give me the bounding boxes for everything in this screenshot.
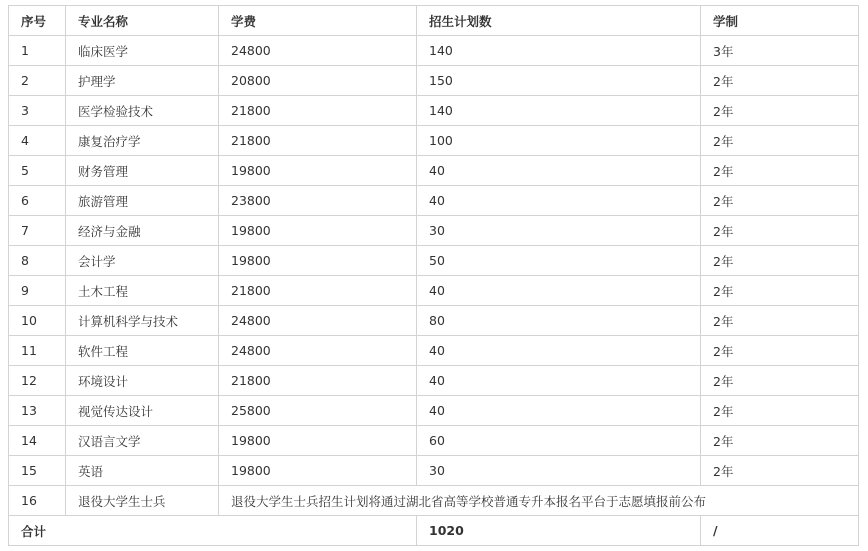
cell-duration: 2年	[701, 396, 859, 426]
cell-no: 11	[9, 336, 66, 366]
cell-major: 会计学	[66, 246, 219, 276]
cell-plan: 60	[417, 426, 701, 456]
header-cell-major: 专业名称	[66, 6, 219, 36]
cell-major: 财务管理	[66, 156, 219, 186]
cell-plan: 40	[417, 186, 701, 216]
cell-plan: 140	[417, 36, 701, 66]
cell-duration: 3年	[701, 36, 859, 66]
cell-no: 5	[9, 156, 66, 186]
cell-tuition: 19800	[219, 426, 417, 456]
enrollment-table	[8, 5, 859, 546]
cell-no: 4	[9, 126, 66, 156]
cell-plan: 40	[417, 366, 701, 396]
table-row	[9, 306, 859, 336]
cell-tuition: 21800	[219, 96, 417, 126]
cell-no: 3	[9, 96, 66, 126]
cell-major: 康复治疗学	[66, 126, 219, 156]
cell-major: 临床医学	[66, 36, 219, 66]
cell-duration: 2年	[701, 366, 859, 396]
table-row	[9, 366, 859, 396]
table-row	[9, 66, 859, 96]
table-row	[9, 336, 859, 366]
cell-plan: 140	[417, 96, 701, 126]
table-row-total	[9, 516, 859, 546]
cell-major: 护理学	[66, 66, 219, 96]
table-row	[9, 216, 859, 246]
cell-no: 10	[9, 306, 66, 336]
cell-major: 汉语言文学	[66, 426, 219, 456]
cell-duration: 2年	[701, 426, 859, 456]
cell-major: 旅游管理	[66, 186, 219, 216]
cell-major: 视觉传达设计	[66, 396, 219, 426]
cell-duration: 2年	[701, 126, 859, 156]
cell-duration: 2年	[701, 456, 859, 486]
cell-tuition: 24800	[219, 36, 417, 66]
cell-duration: 2年	[701, 96, 859, 126]
cell-tuition: 19800	[219, 246, 417, 276]
cell-plan: 100	[417, 126, 701, 156]
cell-no: 13	[9, 396, 66, 426]
cell-duration: 2年	[701, 276, 859, 306]
cell-no: 16	[9, 486, 66, 516]
cell-duration: 2年	[701, 156, 859, 186]
cell-plan: 50	[417, 246, 701, 276]
table-row	[9, 456, 859, 486]
cell-plan: 40	[417, 156, 701, 186]
cell-duration: 2年	[701, 66, 859, 96]
header-row	[9, 6, 859, 36]
cell-tuition: 19800	[219, 456, 417, 486]
cell-no: 6	[9, 186, 66, 216]
cell-tuition: 19800	[219, 156, 417, 186]
table-row	[9, 276, 859, 306]
header-cell-tuition: 学费	[219, 6, 417, 36]
cell-plan: 40	[417, 336, 701, 366]
table-row	[9, 186, 859, 216]
cell-duration: 2年	[701, 186, 859, 216]
header-cell-plan: 招生计划数	[417, 6, 701, 36]
cell-major: 退役大学生士兵	[66, 486, 219, 516]
cell-plan: 40	[417, 396, 701, 426]
cell-major: 英语	[66, 456, 219, 486]
cell-plan: 150	[417, 66, 701, 96]
cell-major: 经济与金融	[66, 216, 219, 246]
cell-no: 1	[9, 36, 66, 66]
cell-duration: 2年	[701, 246, 859, 276]
cell-no: 8	[9, 246, 66, 276]
cell-no: 2	[9, 66, 66, 96]
cell-tuition: 21800	[219, 126, 417, 156]
table-row	[9, 156, 859, 186]
cell-plan: 30	[417, 456, 701, 486]
cell-tuition: 25800	[219, 396, 417, 426]
header-cell-no: 序号	[9, 6, 66, 36]
cell-duration: 2年	[701, 216, 859, 246]
cell-no: 12	[9, 366, 66, 396]
cell-tuition: 19800	[219, 216, 417, 246]
table-row-special	[9, 486, 859, 516]
cell-no: 7	[9, 216, 66, 246]
cell-major: 环境设计	[66, 366, 219, 396]
table-row	[9, 36, 859, 66]
cell-tuition: 24800	[219, 306, 417, 336]
table-row	[9, 426, 859, 456]
cell-major: 土木工程	[66, 276, 219, 306]
cell-major: 计算机科学与技术	[66, 306, 219, 336]
cell-tuition: 23800	[219, 186, 417, 216]
cell-major: 软件工程	[66, 336, 219, 366]
cell-total-duration: /	[701, 516, 859, 546]
cell-duration: 2年	[701, 336, 859, 366]
cell-plan: 40	[417, 276, 701, 306]
cell-plan: 80	[417, 306, 701, 336]
table-row	[9, 246, 859, 276]
enrollment-table-container	[8, 5, 859, 546]
cell-no: 15	[9, 456, 66, 486]
cell-total-plan: 1020	[417, 516, 701, 546]
cell-duration: 2年	[701, 306, 859, 336]
cell-tuition: 24800	[219, 336, 417, 366]
table-row	[9, 96, 859, 126]
table-row	[9, 396, 859, 426]
cell-plan: 30	[417, 216, 701, 246]
cell-no: 14	[9, 426, 66, 456]
table-row	[9, 126, 859, 156]
cell-total-label: 合计	[9, 516, 417, 546]
cell-no: 9	[9, 276, 66, 306]
cell-tuition: 21800	[219, 366, 417, 396]
cell-note: 退役大学生士兵招生计划将通过湖北省高等学校普通专升本报名平台于志愿填报前公布	[219, 486, 859, 516]
header-cell-duration: 学制	[701, 6, 859, 36]
cell-tuition: 21800	[219, 276, 417, 306]
cell-tuition: 20800	[219, 66, 417, 96]
cell-major: 医学检验技术	[66, 96, 219, 126]
